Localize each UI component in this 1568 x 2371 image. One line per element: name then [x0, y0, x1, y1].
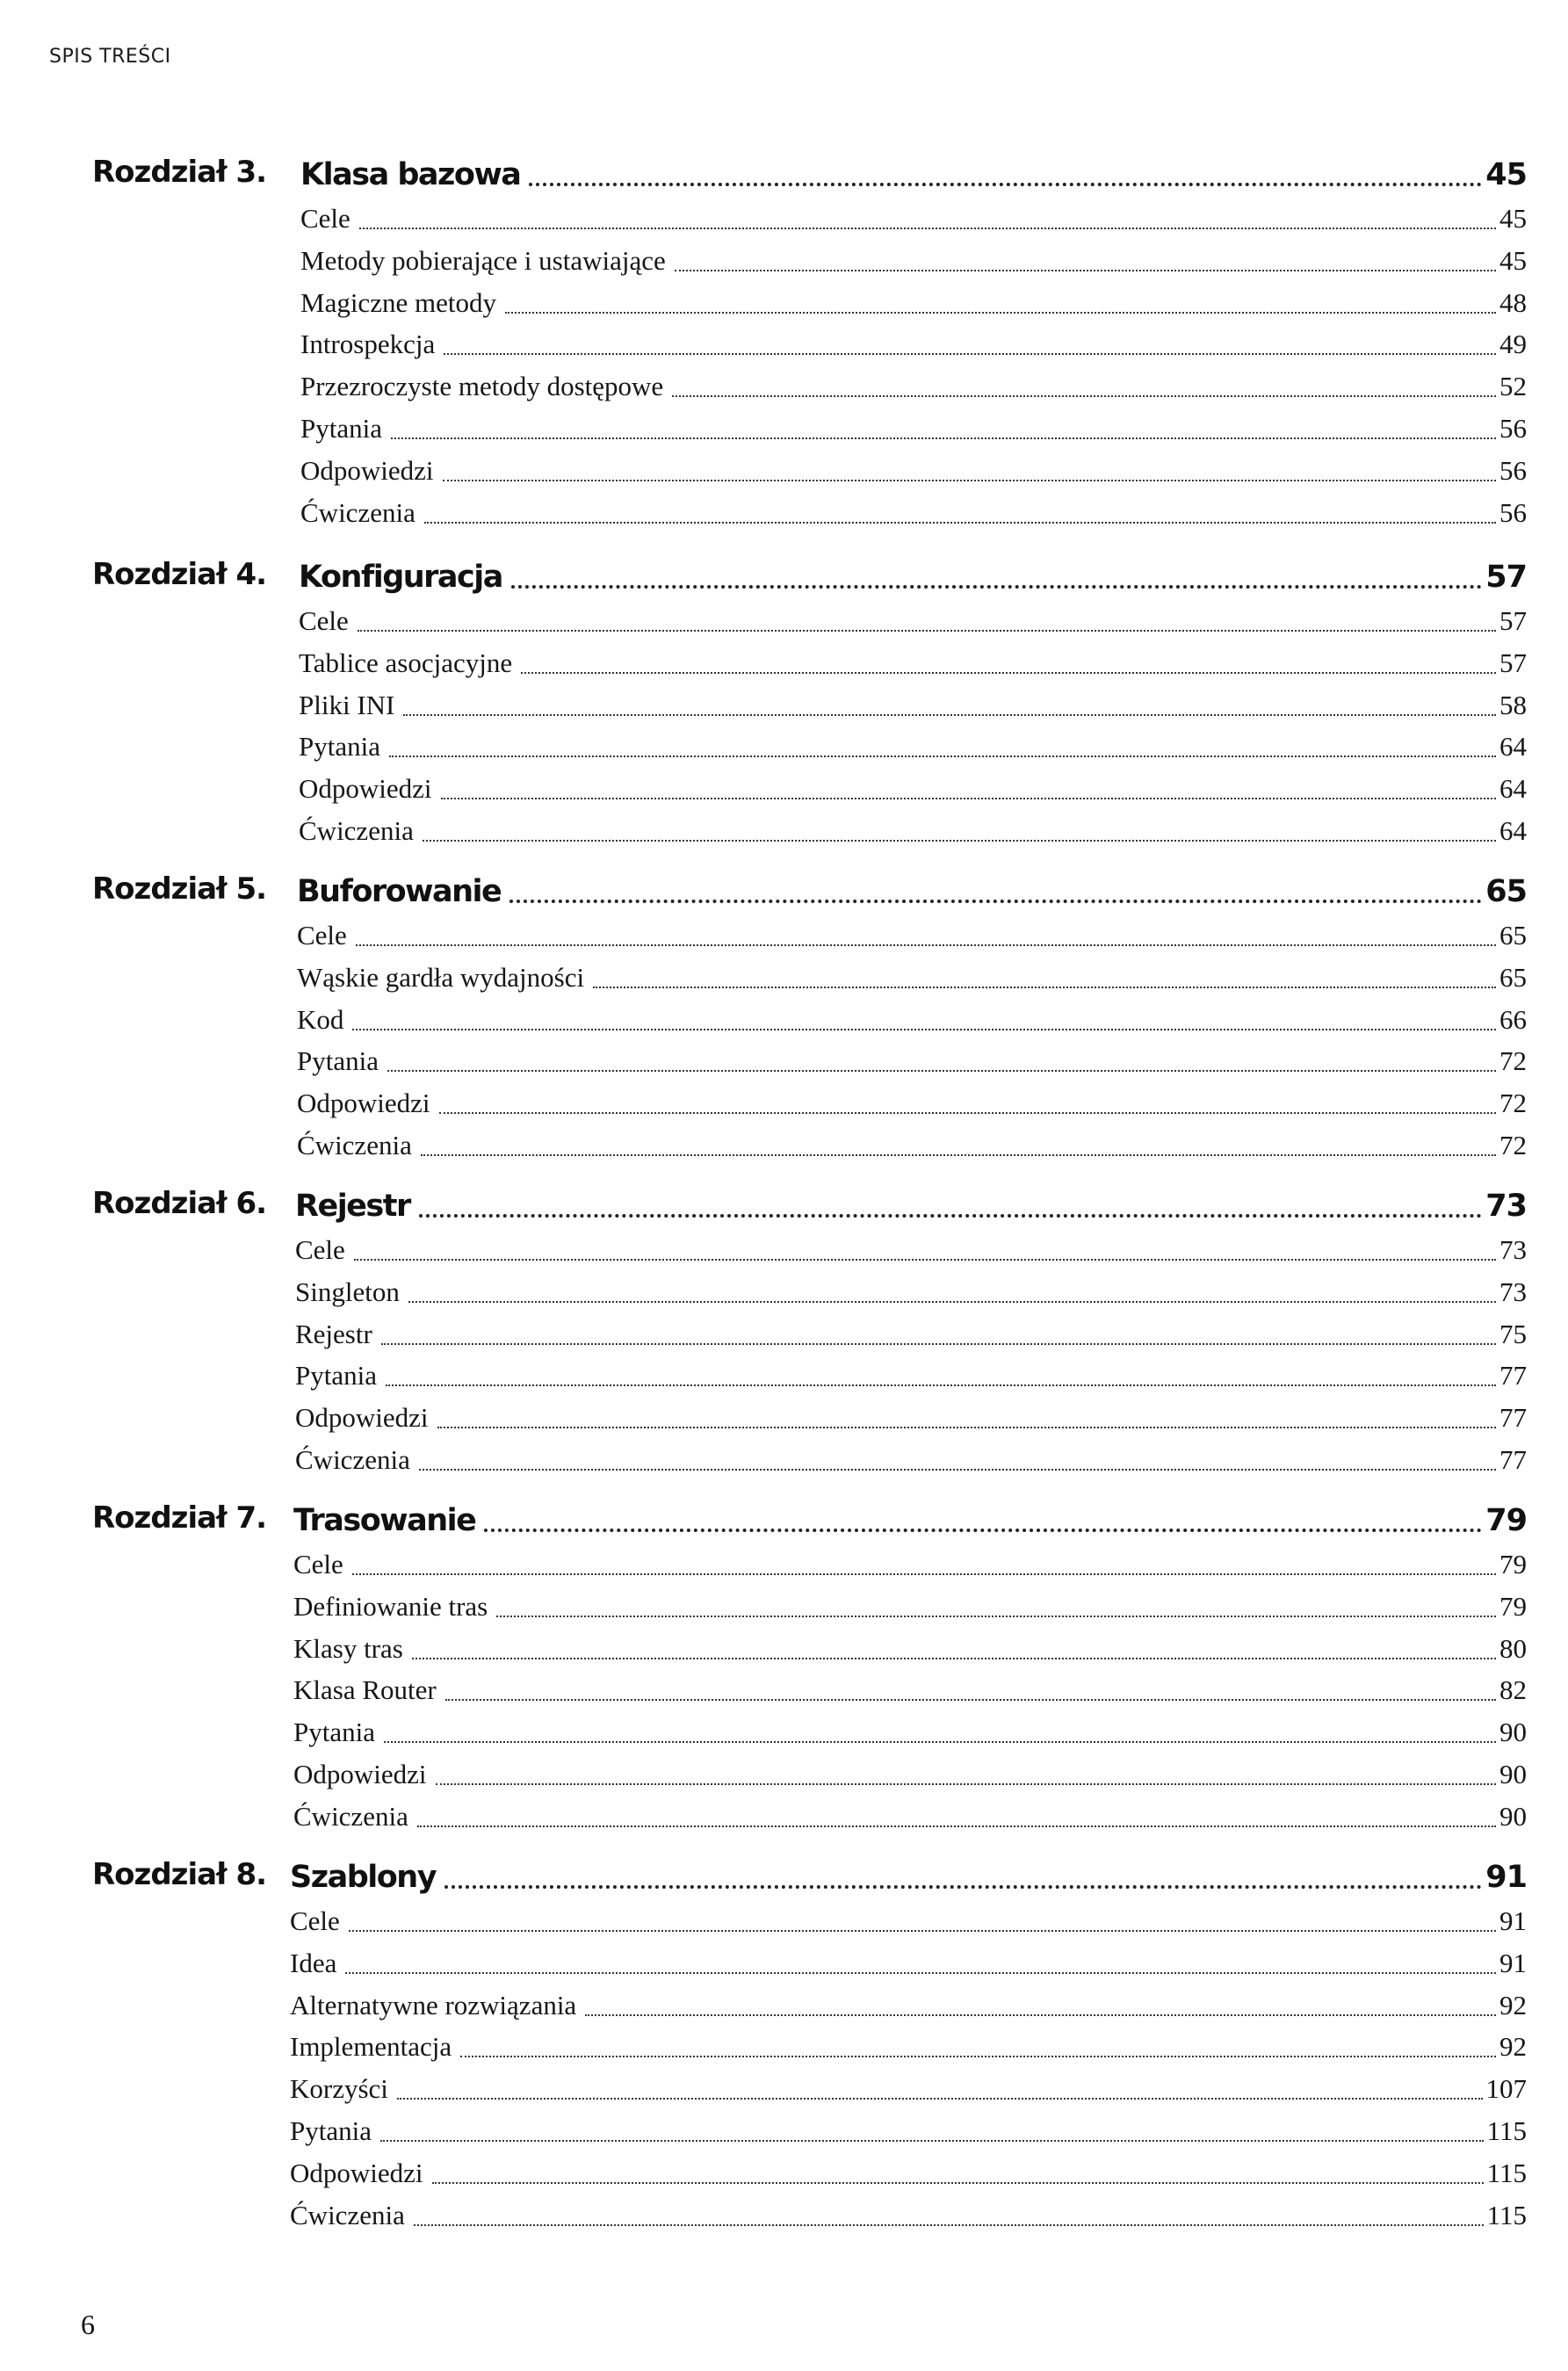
toc-entry[interactable]	[293, 1583, 1527, 1625]
toc-entry-title: Ćwiczenia	[293, 1800, 408, 1832]
toc-entry-page-number: 115	[1486, 2157, 1527, 2188]
toc-entry-page-number: 45	[1499, 244, 1527, 276]
toc-entry[interactable]	[290, 1940, 1527, 1982]
toc-entry-title: Ćwiczenia	[295, 1444, 410, 1475]
toc-entry-title: Singleton	[295, 1276, 400, 1307]
toc-entry-page-number: 77	[1499, 1360, 1527, 1392]
toc-entry-page-number: 72	[1499, 1130, 1527, 1160]
toc-entry-page-number: 64	[1499, 773, 1527, 805]
dot-leader	[521, 672, 1496, 674]
toc-entry-page-number: 52	[1499, 371, 1527, 402]
dot-leader	[505, 312, 1496, 314]
toc-entry[interactable]	[299, 682, 1527, 724]
chapter-page-number: 79	[1485, 1503, 1527, 1538]
chapter-heading[interactable]	[297, 866, 1527, 912]
dot-leader	[675, 270, 1496, 271]
toc-entry[interactable]	[290, 2150, 1527, 2192]
toc-entry-title: Odpowiedzi	[290, 2157, 423, 2188]
dot-leader	[352, 1573, 1496, 1575]
chapter-label: Rozdział 4.	[92, 557, 267, 592]
dot-leader	[384, 1741, 1496, 1743]
toc-entry-title: Cele	[297, 920, 347, 951]
toc-entry[interactable]	[290, 2023, 1527, 2065]
toc-entry-title: Odpowiedzi	[293, 1759, 427, 1789]
toc-entry[interactable]	[297, 912, 1527, 954]
chapter-page-number: 73	[1485, 1189, 1527, 1224]
dot-leader	[359, 228, 1496, 229]
toc-entry-title: Definiowanie tras	[293, 1590, 488, 1622]
toc-entry[interactable]	[293, 1541, 1527, 1583]
dot-leader	[349, 1930, 1496, 1932]
toc-entry-title: Przezroczyste metody dostępowe	[300, 371, 664, 402]
toc-entry-page-number: 72	[1499, 1088, 1527, 1119]
toc-entry-page-number: 73	[1499, 1234, 1527, 1265]
toc-entry[interactable]	[297, 1037, 1527, 1080]
toc-entry-title: Cele	[293, 1549, 343, 1579]
toc-entry[interactable]	[293, 1709, 1527, 1751]
chapter-heading[interactable]	[295, 1181, 1527, 1226]
dot-leader	[421, 1154, 1496, 1156]
dot-leader	[356, 944, 1496, 946]
chapter-label: Rozdział 7.	[92, 1500, 267, 1536]
toc-entry-page-number: 65	[1499, 920, 1527, 951]
toc-entry-page-number: 65	[1499, 961, 1527, 993]
toc-entry-page-number: 58	[1499, 689, 1527, 720]
toc-entry-page-number: 90	[1499, 1717, 1527, 1748]
toc-entry[interactable]	[297, 996, 1527, 1038]
toc-entry-title: Pliki INI	[299, 689, 395, 720]
chapter-page-number: 65	[1485, 874, 1527, 909]
toc-entry-title: Cele	[299, 605, 349, 636]
toc-entry[interactable]	[299, 723, 1527, 765]
toc-entry-page-number: 115	[1486, 2199, 1527, 2230]
toc-entry-title: Odpowiedzi	[299, 773, 432, 805]
toc-entry[interactable]	[290, 2192, 1527, 2234]
toc-entry[interactable]	[300, 195, 1527, 237]
chapter-heading[interactable]	[293, 1495, 1527, 1541]
toc-entry-title: Wąskie gardła wydajności	[297, 961, 585, 993]
chapter-page-number: 91	[1485, 1860, 1527, 1895]
chapter-title: Rejestr	[295, 1189, 410, 1224]
dot-leader	[408, 1301, 1496, 1303]
toc-entry-title: Pytania	[293, 1717, 375, 1748]
dot-leader	[380, 2140, 1484, 2142]
dot-leader	[484, 1529, 1482, 1532]
toc-entry[interactable]	[300, 489, 1527, 531]
toc-entry-title: Pytania	[295, 1360, 377, 1392]
toc-entry-title: Ćwiczenia	[290, 2199, 405, 2230]
toc-entry-title: Magiczne metody	[300, 286, 496, 318]
dot-leader	[436, 1783, 1496, 1785]
running-head: SPIS TREŚCI	[49, 46, 171, 68]
dot-leader	[403, 714, 1496, 716]
toc-entry[interactable]	[300, 237, 1527, 279]
dot-leader	[354, 1259, 1496, 1261]
chapter-page-number: 45	[1485, 157, 1527, 192]
toc-entry[interactable]	[300, 447, 1527, 489]
toc-entry-page-number: 72	[1499, 1045, 1527, 1077]
chapter-title: Konfiguracja	[299, 560, 502, 595]
dot-leader	[444, 1885, 1482, 1889]
toc-entry-page-number: 56	[1499, 496, 1527, 528]
toc-entry-page-number: 49	[1499, 329, 1527, 360]
toc-entry[interactable]	[295, 1352, 1527, 1394]
dot-leader	[414, 2224, 1484, 2226]
dot-leader	[345, 1972, 1496, 1974]
toc-entry[interactable]	[295, 1394, 1527, 1436]
toc-entry[interactable]	[300, 279, 1527, 322]
toc-entry[interactable]	[293, 1793, 1527, 1835]
toc-entry-title: Odpowiedzi	[297, 1088, 430, 1119]
dot-leader	[441, 798, 1496, 799]
toc-entry[interactable]	[300, 405, 1527, 447]
dot-leader	[387, 1070, 1496, 1072]
toc-entry-page-number: 92	[1499, 1989, 1527, 2020]
toc-entry-title: Alternatywne rozwiązania	[290, 1989, 577, 2020]
toc-entry-page-number: 57	[1499, 605, 1527, 636]
toc-entry-page-number: 90	[1499, 1759, 1527, 1789]
toc-entry-title: Idea	[290, 1947, 337, 1978]
toc-entry[interactable]	[295, 1269, 1527, 1311]
dot-leader	[443, 480, 1496, 481]
toc-entry-title: Odpowiedzi	[295, 1402, 429, 1434]
toc-entry-page-number: 48	[1499, 286, 1527, 318]
dot-leader	[439, 1112, 1496, 1114]
toc-entry-title: Cele	[295, 1234, 345, 1265]
dot-leader	[585, 2014, 1496, 2016]
dot-leader	[358, 630, 1496, 632]
chapter-page-number: 57	[1485, 560, 1527, 595]
toc-entry-page-number: 66	[1499, 1003, 1527, 1035]
dot-leader	[391, 437, 1496, 439]
dot-leader	[389, 755, 1496, 757]
toc-entry-page-number: 79	[1499, 1549, 1527, 1579]
dot-leader	[445, 1699, 1496, 1701]
dot-leader	[386, 1384, 1496, 1386]
toc-entry-page-number: 79	[1499, 1590, 1527, 1622]
chapter-heading[interactable]	[290, 1852, 1527, 1898]
toc-entry-page-number: 107	[1485, 2073, 1527, 2105]
toc-entry-title: Odpowiedzi	[300, 454, 434, 486]
toc-entry[interactable]	[290, 2107, 1527, 2150]
toc-entry[interactable]	[290, 1982, 1527, 2024]
toc-entry-title: Korzyści	[290, 2073, 388, 2105]
toc-entry-page-number: 115	[1486, 2115, 1527, 2146]
toc-entry-page-number: 56	[1499, 413, 1527, 444]
toc-entry-page-number: 73	[1499, 1276, 1527, 1307]
toc-entry[interactable]	[297, 1080, 1527, 1122]
toc-entry-page-number: 75	[1499, 1318, 1527, 1349]
chapter-title: Szablony	[290, 1860, 437, 1895]
toc-entry[interactable]	[295, 1311, 1527, 1353]
toc-entry-title: Pytania	[297, 1045, 379, 1077]
toc-entry-title: Cele	[290, 1905, 340, 1936]
toc-entry[interactable]	[293, 1666, 1527, 1709]
chapter-title: Klasa bazowa	[300, 157, 521, 192]
chapter-label: Rozdział 6.	[92, 1186, 267, 1221]
toc-entry-title: Ćwiczenia	[297, 1130, 412, 1160]
toc-entry-page-number: 82	[1499, 1674, 1527, 1706]
dot-leader	[424, 522, 1496, 524]
dot-leader	[352, 1029, 1496, 1030]
chapter-label: Rozdział 3.	[92, 155, 267, 190]
dot-leader	[672, 395, 1496, 397]
toc-entry-title: Ćwiczenia	[300, 496, 415, 528]
toc-entry[interactable]	[290, 2065, 1527, 2107]
dot-leader	[381, 1343, 1496, 1345]
toc-entry-page-number: 91	[1499, 1947, 1527, 1978]
toc-entry-title: Pytania	[290, 2115, 372, 2146]
toc-entry[interactable]	[299, 640, 1527, 682]
toc-entry[interactable]	[293, 1751, 1527, 1793]
toc-entry[interactable]	[297, 1122, 1527, 1164]
dot-leader	[423, 840, 1496, 842]
toc-entry-page-number: 80	[1499, 1632, 1527, 1664]
dot-leader	[432, 2182, 1484, 2184]
dot-leader	[593, 987, 1496, 988]
toc-entry-page-number: 91	[1499, 1905, 1527, 1936]
toc-entry[interactable]	[299, 597, 1527, 640]
toc-entry[interactable]	[290, 1898, 1527, 1940]
toc-entry-page-number: 64	[1499, 815, 1527, 846]
toc-entry-title: Ćwiczenia	[299, 815, 414, 846]
chapter-heading[interactable]	[300, 149, 1527, 195]
toc-entry-page-number: 57	[1499, 647, 1527, 678]
toc-entry-page-number: 64	[1499, 731, 1527, 763]
toc-entry-title: Klasa Router	[293, 1674, 437, 1706]
dot-leader	[460, 2056, 1496, 2057]
dot-leader	[397, 2098, 1483, 2100]
toc-entry[interactable]	[299, 807, 1527, 849]
toc-entry[interactable]	[293, 1625, 1527, 1667]
toc-entry-title: Introspekcja	[300, 329, 436, 360]
toc-entry[interactable]	[300, 363, 1527, 405]
toc-entry-title: Kod	[297, 1003, 344, 1035]
chapter-label: Rozdział 5.	[92, 871, 267, 907]
dot-leader	[417, 1825, 1496, 1827]
toc-entry-title: Rejestr	[295, 1318, 372, 1349]
toc-entry-title: Klasy tras	[293, 1632, 403, 1664]
toc-entry-title: Tablice asocjacyjne	[299, 647, 513, 678]
chapter-label: Rozdział 8.	[92, 1857, 267, 1892]
dot-leader	[511, 585, 1482, 589]
toc-entry-title: Pytania	[299, 731, 380, 763]
toc-entry-page-number: 92	[1499, 2031, 1527, 2063]
chapter-heading[interactable]	[299, 552, 1527, 597]
toc-entry-title: Implementacja	[290, 2031, 452, 2063]
toc-entry-title: Pytania	[300, 413, 382, 444]
toc-entry[interactable]	[297, 954, 1527, 996]
toc-entry-page-number: 77	[1499, 1444, 1527, 1475]
dot-leader	[412, 1658, 1496, 1659]
toc-entry[interactable]	[299, 765, 1527, 807]
chapter-title: Buforowanie	[297, 874, 502, 909]
dot-leader	[444, 353, 1496, 355]
page-number: 6	[81, 2309, 95, 2340]
dot-leader	[419, 1214, 1483, 1218]
dot-leader	[529, 183, 1482, 186]
dot-leader	[419, 1469, 1496, 1471]
toc-entry-title: Cele	[300, 203, 350, 234]
dot-leader	[496, 1616, 1496, 1617]
dot-leader	[437, 1427, 1496, 1428]
chapter-title: Trasowanie	[293, 1503, 476, 1538]
toc-entry-title: Metody pobierające i ustawiające	[300, 244, 666, 276]
toc-entry[interactable]	[295, 1436, 1527, 1478]
toc-entry-page-number: 56	[1499, 454, 1527, 486]
toc-entry-page-number: 77	[1499, 1402, 1527, 1434]
toc-entry-page-number: 45	[1499, 203, 1527, 234]
toc-entry-page-number: 90	[1499, 1800, 1527, 1832]
toc-entry[interactable]	[300, 321, 1527, 363]
dot-leader	[509, 900, 1482, 903]
toc-entry[interactable]	[295, 1226, 1527, 1269]
